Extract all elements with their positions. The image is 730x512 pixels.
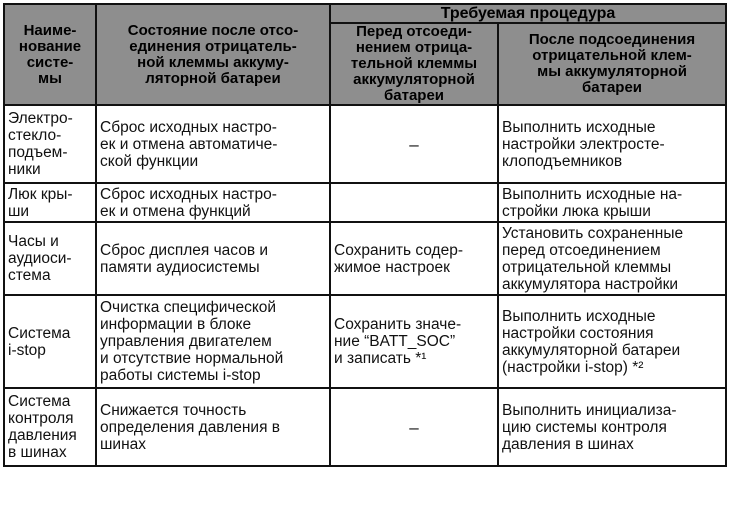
header-after: После подсоединения отрицательной клем- мы аккумуляторной батареи bbox=[498, 23, 726, 105]
header-state: Состояние после отсо- единения отрицатель- ной клеммы аккуму- ляторной батареи bbox=[96, 4, 330, 105]
table-row bbox=[4, 183, 726, 222]
cell-state: Сброс исходных настро- ек и отмена функций bbox=[96, 183, 330, 222]
cell-system: Часы и аудиоси- стема bbox=[4, 222, 96, 295]
cell-after: Выполнить исходные настройки электросте- клоподъемников bbox=[498, 105, 726, 183]
cell-after: Выполнить инициализа- цию системы контроля давления в шинах bbox=[498, 388, 726, 466]
cell-system: Система i-stop bbox=[4, 295, 96, 388]
cell-state: Сброс исходных настро- ек и отмена автоматиче- ской функции bbox=[96, 105, 330, 183]
table-row bbox=[4, 105, 726, 183]
cell-before bbox=[330, 183, 498, 222]
cell-system: Система контроля давления в шинах bbox=[4, 388, 96, 466]
cell-before: Сохранить содер- жимое настроек bbox=[330, 222, 498, 295]
cell-state: Сброс дисплея часов и памяти аудиосистемы bbox=[96, 222, 330, 295]
header-system: Наиме- нование систе- мы bbox=[4, 4, 96, 105]
cell-after: Выполнить исходные на- стройки люка крыши bbox=[498, 183, 726, 222]
cell-system: Электро- стекло- подъем- ники bbox=[4, 105, 96, 183]
cell-after: Выполнить исходные настройки состояния аккумуляторной батареи (настройки i-stop) *² bbox=[498, 295, 726, 388]
cell-before: Сохранить значе- ние “BATT_SOC” и записать *¹ bbox=[330, 295, 498, 388]
cell-after: Установить сохраненные перед отсоединением отрицательной клеммы аккумулятора настройки bbox=[498, 222, 726, 295]
table-row bbox=[4, 222, 726, 295]
cell-before: – bbox=[330, 388, 498, 466]
procedure-table bbox=[3, 3, 727, 467]
cell-before: – bbox=[330, 105, 498, 183]
cell-state: Снижается точность определения давления в шинах bbox=[96, 388, 330, 466]
cell-system: Люк кры- ши bbox=[4, 183, 96, 222]
header-required-procedure: Требуемая процедура bbox=[330, 4, 726, 23]
cell-state: Очистка специфической информации в блоке управления двигателем и отсутствие нормальной работы системы i-stop bbox=[96, 295, 330, 388]
header-before: Перед отсоеди- нением отрица- тельной клеммы аккумуляторной батареи bbox=[330, 23, 498, 105]
table-row bbox=[4, 388, 726, 466]
table-row bbox=[4, 295, 726, 388]
